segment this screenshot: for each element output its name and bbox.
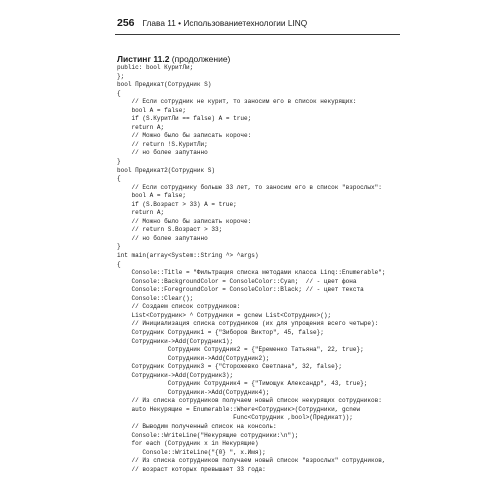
code-line: // Можно было бы записать короче:: [117, 132, 252, 140]
code-line: Сотрудники->Add(Сотрудник3);: [117, 371, 234, 379]
code-line: Console::BackgroundColor = ConsoleColor::Cyan; // - цвет фона: [117, 277, 357, 285]
code-line: auto Некурящие = Enumerable::Where<Сотрудник>(Сотрудники, gcnew: [117, 405, 361, 413]
code-line: // return S.Возраст > 33;: [117, 226, 223, 234]
code-line: Func<Сотрудник ,bool>(Предикат));: [117, 414, 353, 422]
code-line: // return !S.КуритЛи;: [117, 140, 208, 148]
code-line: // Создаем список сотрудников:: [117, 303, 241, 311]
code-line: // Инициализация списка сотрудников (их для упрощения всего четыре):: [117, 320, 379, 328]
code-line: public: bool КуритЛи;: [117, 64, 194, 71]
code-line: Сотрудник Сотрудник3 = {"Сторожевко Светлана", 32, false};: [117, 363, 342, 371]
listing-continuation: (продолжение): [171, 54, 231, 64]
code-line: return А;: [117, 123, 165, 131]
code-line: return А;: [117, 209, 165, 217]
code-line: }: [117, 243, 121, 251]
code-line: Сотрудник Сотрудник2 = {"Еременко Татьяна", 22, true};: [117, 346, 364, 354]
running-title: Глава 11 • Использованиетехнологии LINQ: [142, 18, 308, 28]
listing-title: [117, 54, 230, 64]
code-line: // но более запутанно: [117, 149, 208, 157]
code-line: };: [117, 72, 125, 80]
code-line: Сотрудники->Add(Сотрудник2);: [117, 354, 270, 362]
code-line: Сотрудники->Add(Сотрудник1);: [117, 337, 234, 345]
code-line: // но более запутанно: [117, 234, 208, 242]
code-line: if (S.КуритЛи == false) А = true;: [117, 115, 252, 123]
header-rule: [115, 34, 400, 35]
code-line: {: [117, 260, 121, 268]
code-line: // Если сотрудник не курит, то заносим его в список некурящих:: [117, 98, 357, 106]
code-line: Console::ForegroundColor = ConsoleColor::Black; // - цвет текста: [117, 286, 364, 294]
code-line: Console::Clear();: [117, 294, 194, 302]
code-line: // Выводим полученный список на консоль:: [117, 422, 277, 430]
code-line: Console::WriteLine("Некурящие сотрудники:\n");: [117, 431, 299, 439]
page-header: [117, 17, 399, 31]
code-line: bool Предикат2(Сотрудник S): [117, 166, 215, 174]
code-line: Console::WriteLine("{0} ", x.Имя);: [117, 448, 266, 456]
code-line: int main(array<System::String ^> ^args): [117, 252, 259, 260]
code-line: bool А = false;: [117, 192, 186, 200]
code-line: // Из списка сотрудников получаем новый список "взрослых" сотрудников,: [117, 457, 386, 465]
code-line: Console::Title = "Фильтрация списка методами класса Linq::Enumerable";: [117, 269, 386, 277]
code-line: // Из списка сотрудников получаем новый список некурящих сотрудников:: [117, 397, 382, 405]
code-line: for each (Сотрудник x in Некурящие): [117, 440, 259, 448]
code-line: Сотрудник Сотрудник1 = {"Зиборов Виктор", 45, false};: [117, 328, 324, 336]
code-line: {: [117, 175, 121, 183]
code-line: Сотрудники->Add(Сотрудник4);: [117, 388, 270, 396]
code-line: {: [117, 89, 121, 97]
code-line: if (S.Возраст > 33) А = true;: [117, 200, 237, 208]
code-line: bool А = false;: [117, 106, 186, 114]
code-line: }: [117, 158, 121, 166]
code-listing: [117, 64, 407, 474]
code-line: // возраст которых превышает 33 года:: [117, 465, 266, 473]
code-line: // Можно было бы записать короче:: [117, 217, 252, 225]
code-line: bool Предикат(Сотрудник S): [117, 81, 212, 89]
page-number: 256: [117, 17, 135, 29]
listing-label: Листинг 11.2: [117, 54, 170, 64]
code-line: List<Сотрудник> ^ Сотрудники = gcnew List<Сотрудник>();: [117, 311, 332, 319]
code-line: Сотрудник Сотрудник4 = {"Тимощук Александр", 43, true};: [117, 380, 368, 388]
code-line: // Если сотруднику больше 33 лет, то заносим его в список "взрослых":: [117, 183, 382, 191]
